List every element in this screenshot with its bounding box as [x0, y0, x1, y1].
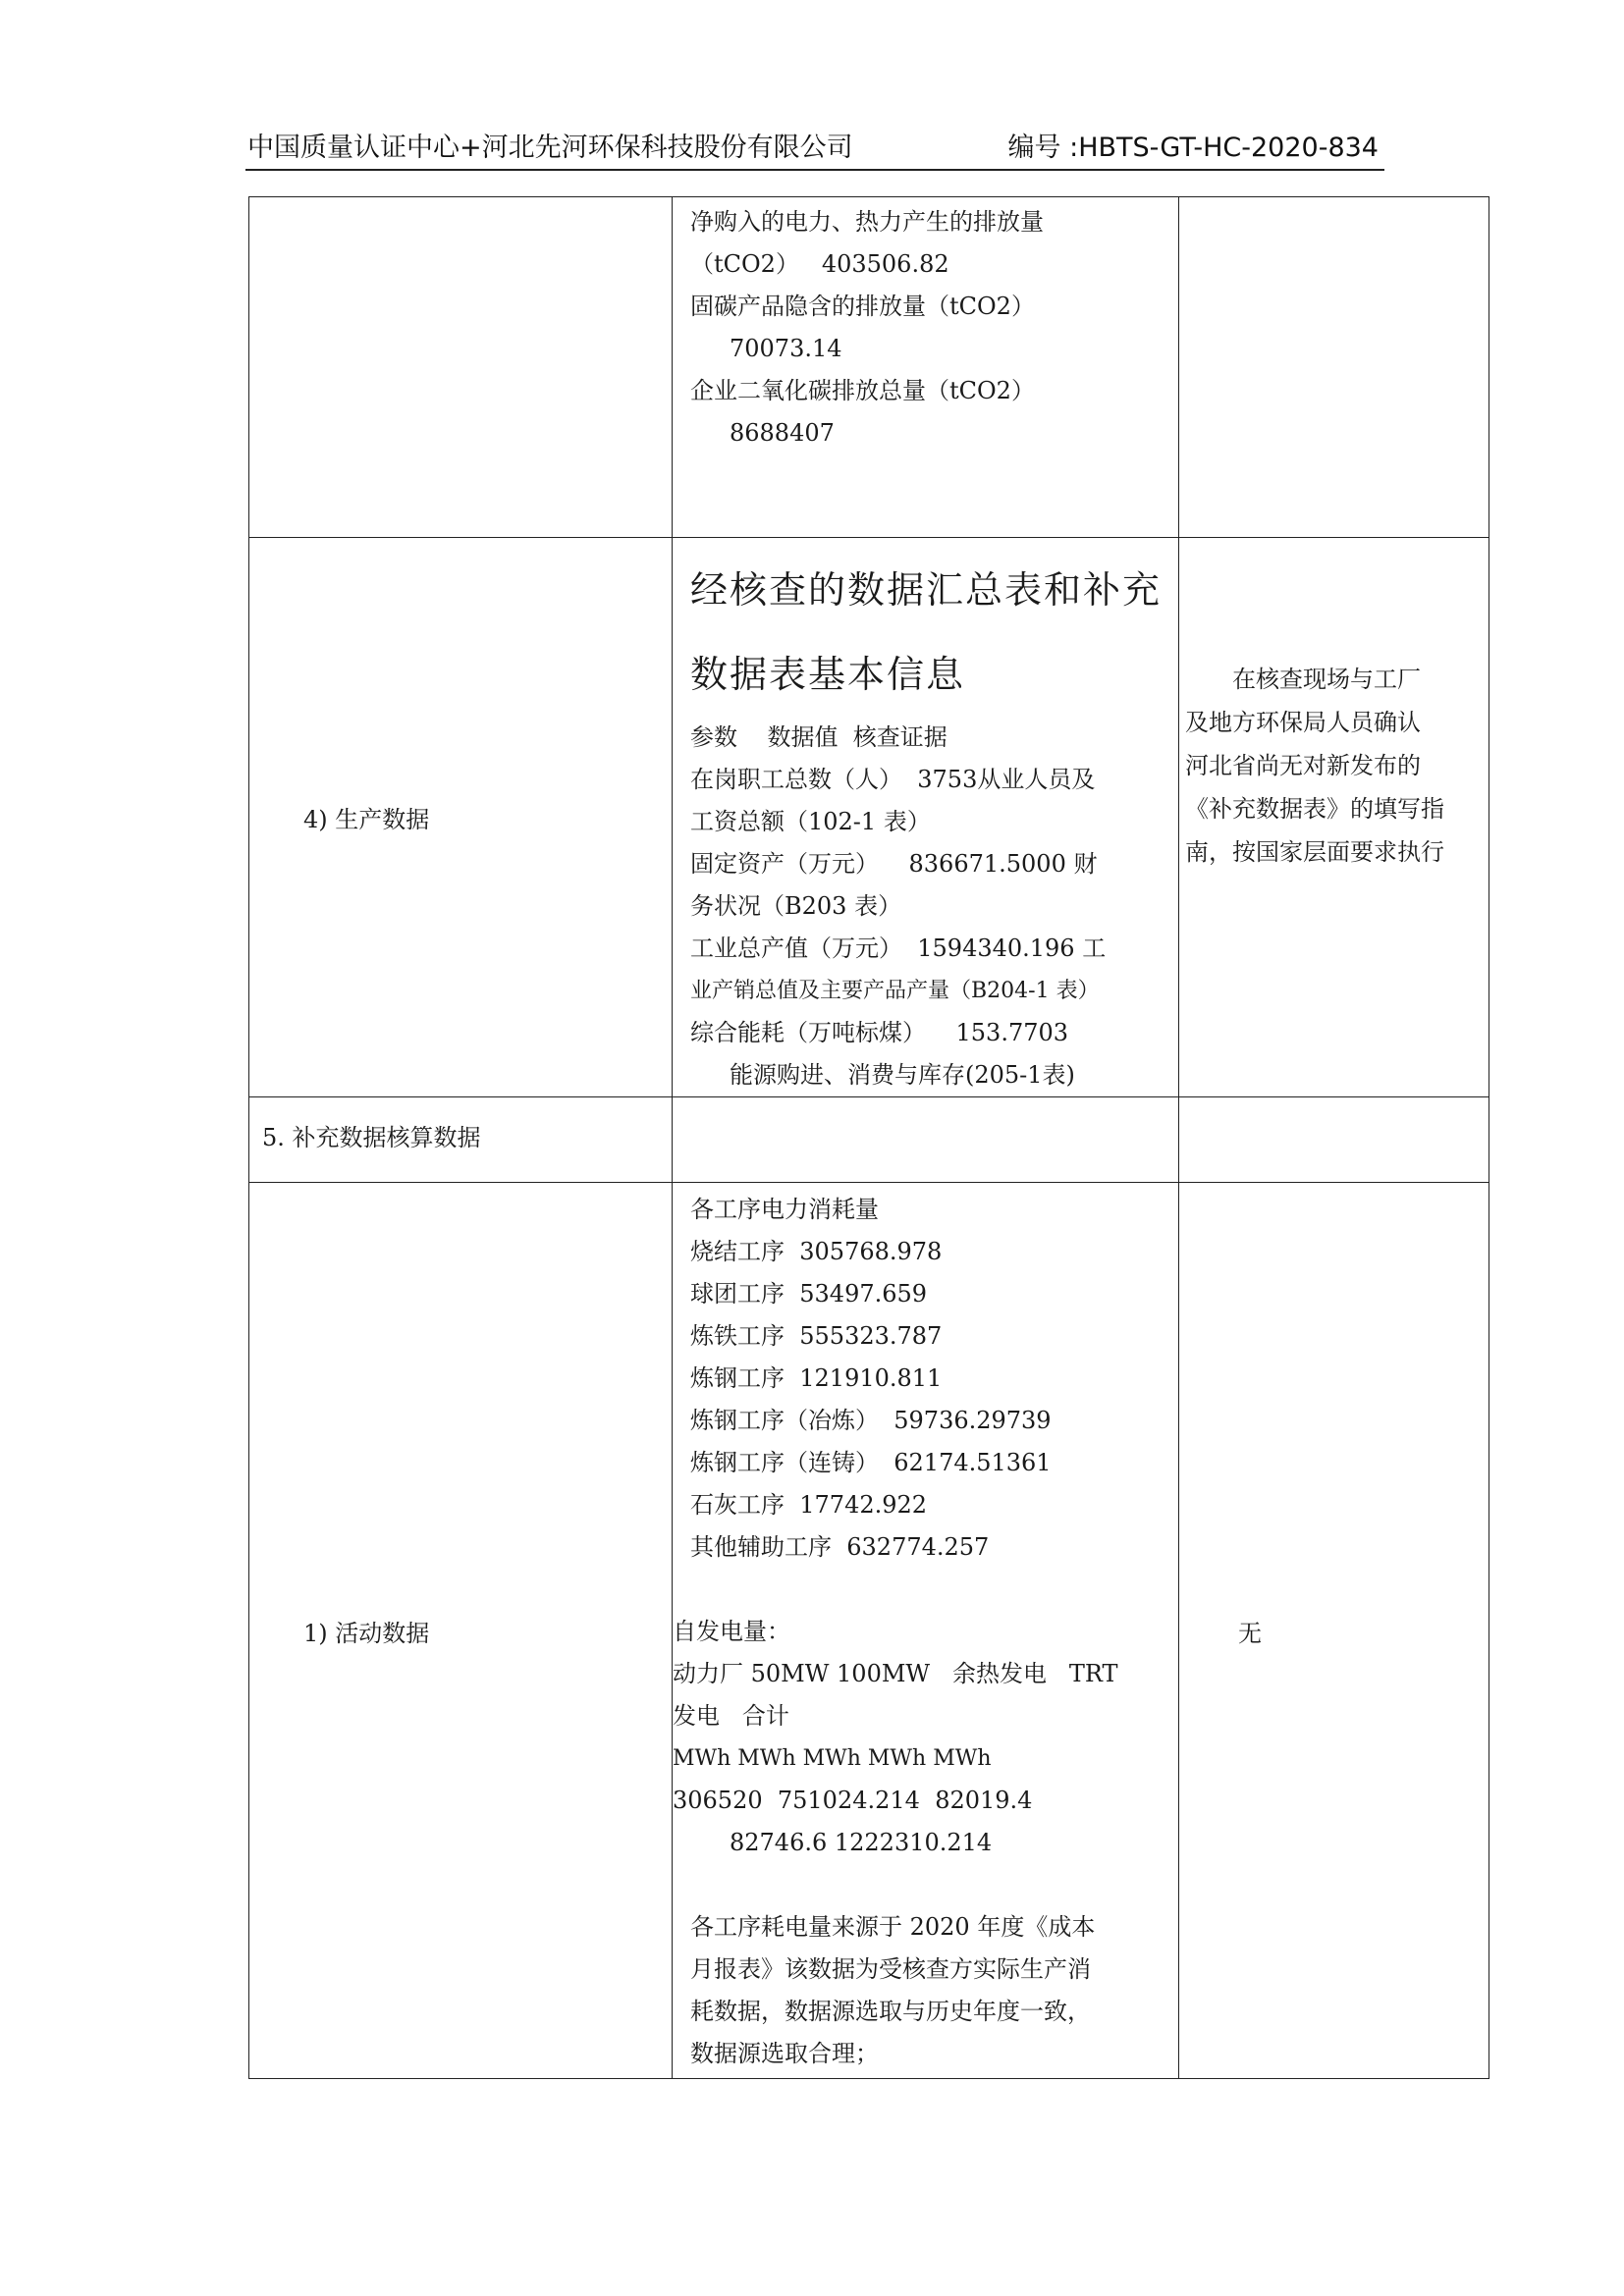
- verification-table: [248, 196, 1489, 2079]
- row2-note-cell: [1179, 538, 1489, 1097]
- row1-label-cell: [249, 197, 673, 538]
- activity-data-label: 1) 活动数据: [303, 1619, 430, 1647]
- table-row-supplementary: [249, 1097, 1489, 1183]
- source-line: 各工序耗电量来源于 2020 年度《成本: [690, 1913, 1096, 1941]
- self-generation-line: 发电 合计: [673, 1702, 789, 1730]
- emission-line: （tCO2） 403506.82: [690, 250, 949, 278]
- summary-title-line2: 数据表基本信息: [690, 653, 966, 696]
- activity-heading: 各工序电力消耗量: [690, 1196, 879, 1223]
- process-line: 炼钢工序（连铸） 62174.51361: [690, 1449, 1052, 1476]
- verification-note: [1179, 538, 1489, 874]
- source-line: 月报表》该数据为受核查方实际生产消: [690, 1955, 1091, 1983]
- production-line: 在岗职工总数（人） 3753从业人员及: [690, 766, 1096, 793]
- table-row-production: [249, 538, 1489, 1097]
- row1-content-cell: [673, 197, 1179, 538]
- emission-line: 企业二氧化碳排放总量（tCO2）: [690, 377, 1035, 404]
- self-generation-line: 自发电量：: [673, 1618, 790, 1645]
- process-line: 炼钢工序（冶炼） 59736.29739: [690, 1407, 1052, 1434]
- process-line: 其他辅助工序 632774.257: [690, 1533, 990, 1561]
- row4-content-cell: [673, 1183, 1179, 2079]
- production-line: 综合能耗（万吨标煤） 153.7703: [690, 1019, 1069, 1046]
- process-line: 炼铁工序 555323.787: [690, 1322, 943, 1350]
- company-name: 中国质量认证中心+河北先河环保科技股份有限公司: [247, 133, 853, 163]
- process-line: 炼钢工序 121910.811: [690, 1364, 943, 1392]
- production-line: 能源购进、消费与库存(205-1表): [730, 1061, 1075, 1089]
- production-line: 工资总额（102-1 表）: [690, 808, 931, 835]
- production-data-label: 4) 生产数据: [303, 806, 430, 833]
- production-line: 工业总产值（万元） 1594340.196 工: [690, 934, 1107, 962]
- row1-note-cell: [1179, 197, 1489, 538]
- document-number: 编号 :HBTS-GT-HC-2020-834: [1007, 133, 1379, 163]
- summary-title-line1: 经核查的数据汇总表和补充: [690, 568, 1163, 612]
- row2-content-cell: [673, 538, 1179, 1097]
- production-line: 参数 数据值 核查证据: [690, 723, 947, 751]
- row3-note-cell: [1179, 1097, 1489, 1183]
- supplementary-section-label: 5. 补充数据核算数据: [262, 1124, 481, 1151]
- row4-note-cell: [1179, 1183, 1489, 2079]
- row3-content-cell: [673, 1097, 1179, 1183]
- note-line: 《补充数据表》的填写指: [1185, 795, 1444, 823]
- source-line: 耗数据，数据源选取与历史年度一致，: [690, 1998, 1091, 2025]
- production-line: 固定资产（万元） 836671.5000 财: [690, 850, 1098, 878]
- process-line: 烧结工序 305768.978: [690, 1238, 943, 1265]
- process-line: 石灰工序 17742.922: [690, 1491, 928, 1519]
- note-line: 及地方环保局人员确认: [1185, 709, 1421, 736]
- activity-note: 无: [1238, 1619, 1262, 1647]
- table-row-emissions: [249, 197, 1489, 538]
- note-line: 河北省尚无对新发布的: [1185, 752, 1421, 779]
- note-line: 在核查现场与工厂: [1232, 666, 1421, 693]
- emission-line: 70073.14: [730, 335, 842, 362]
- emission-line: 8688407: [730, 419, 835, 447]
- self-generation-line: MWh MWh MWh MWh MWh: [673, 1746, 992, 1771]
- self-generation-line: 82746.6 1222310.214: [730, 1829, 993, 1856]
- emission-line: 固碳产品隐含的排放量（tCO2）: [690, 293, 1035, 320]
- emission-line: 净购入的电力、热力产生的排放量: [690, 208, 1044, 236]
- production-line: 业产销总值及主要产品产量（B204-1 表）: [690, 979, 1100, 1003]
- table-row-activity: [249, 1183, 1489, 2079]
- page-header: [245, 122, 1384, 169]
- row2-label-cell: [249, 538, 673, 1097]
- note-line: 南，按国家层面要求执行: [1185, 838, 1444, 866]
- source-line: 数据源选取合理；: [690, 2040, 879, 2067]
- row4-label-cell: [249, 1183, 673, 2079]
- self-generation-line: 306520 751024.214 82019.4: [673, 1787, 1033, 1814]
- row3-label-cell: [249, 1097, 673, 1183]
- header-divider: [245, 169, 1384, 171]
- self-generation-line: 动力厂 50MW 100MW 余热发电 TRT: [673, 1660, 1118, 1687]
- process-line: 球团工序 53497.659: [690, 1280, 928, 1308]
- production-line: 务状况（B203 表）: [690, 892, 902, 920]
